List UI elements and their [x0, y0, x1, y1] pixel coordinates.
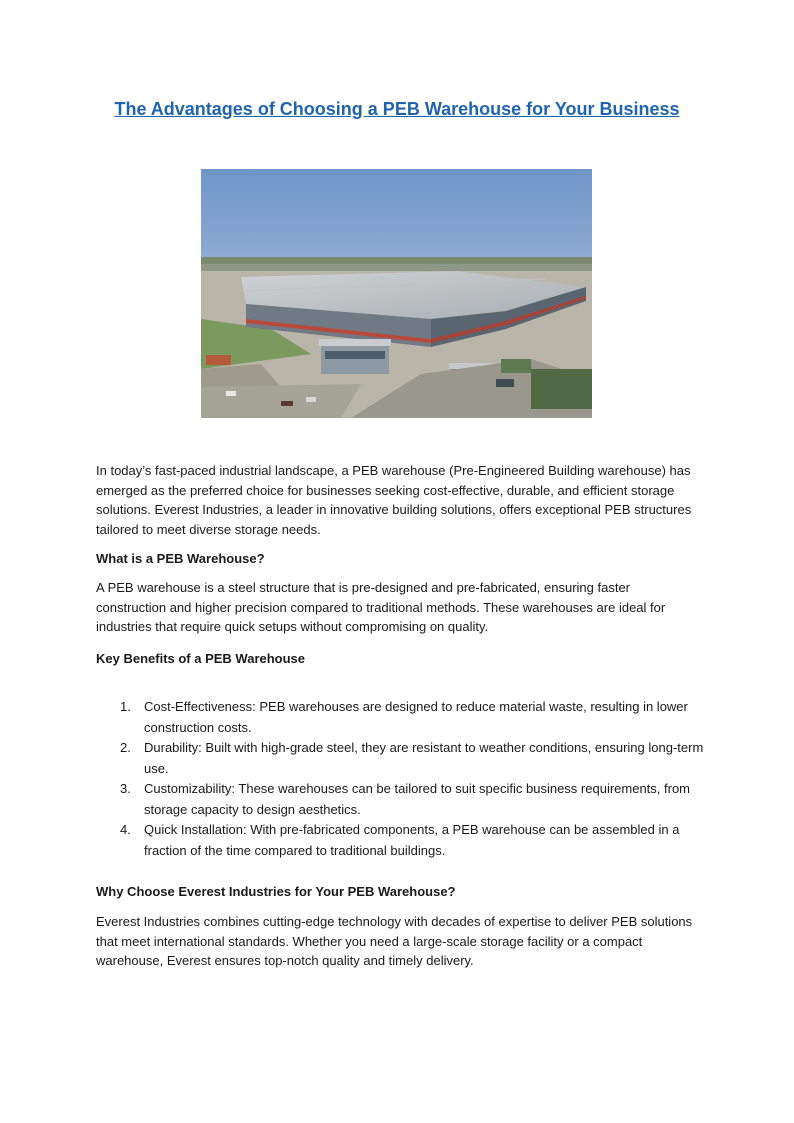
section-heading-why-everest: Why Choose Everest Industries for Your PEB Warehouse? [96, 884, 456, 899]
list-item-text: Durability: Built with high-grade steel, they are resistant to weather conditions, ensuring long-term use. [144, 740, 704, 776]
list-item-number: 4. [120, 822, 131, 837]
warehouse-photo [201, 169, 592, 418]
benefits-list [96, 697, 706, 861]
section-heading-key-benefits: Key Benefits of a PEB Warehouse [96, 651, 306, 666]
list-item-number: 3. [120, 781, 131, 796]
list-item-number: 2. [120, 740, 131, 755]
section-heading-what-is: What is a PEB Warehouse? [96, 551, 265, 566]
list-item-text: Customizability: These warehouses can be tailored to suit specific business requirements, from storage capacity to design aesthetics. [144, 781, 691, 817]
list-item [96, 697, 706, 738]
list-item [96, 779, 706, 820]
list-item [96, 738, 706, 779]
what-is-paragraph: A PEB warehouse is a steel structure that is pre-designed and pre-fabricated, ensuring faster construction and higher precision compared to traditional methods. These warehouses are ideal for industries that require quick setups without compromising on quality. [96, 580, 666, 634]
list-item-text: Cost-Effectiveness: PEB warehouses are designed to reduce material waste, resulting in lower construction costs. [144, 699, 688, 735]
list-item-number: 1. [120, 699, 131, 714]
page-title[interactable]: The Advantages of Choosing a PEB Warehouse for Your Business [114, 99, 680, 119]
list-item-text: Quick Installation: With pre-fabricated components, a PEB warehouse can be assembled in a fraction of the time compared to traditional buildings. [144, 822, 680, 858]
intro-paragraph: In today’s fast-paced industrial landscape, a PEB warehouse (Pre-Engineered Building warehouse) has emerged as the preferred choice for businesses seeking cost-effective, durable, and efficient storage solutions. Everest Industries, a leader in innovative building solutions, offers exceptional PEB structures tailored to meet diverse storage needs. [96, 463, 692, 537]
why-everest-paragraph: Everest Industries combines cutting-edge technology with decades of expertise to deliver PEB solutions that meet international standards. Whether you need a large-scale storage facility or a compact warehouse, Everest ensures top-notch quality and timely delivery. [96, 914, 693, 968]
list-item [96, 820, 706, 861]
